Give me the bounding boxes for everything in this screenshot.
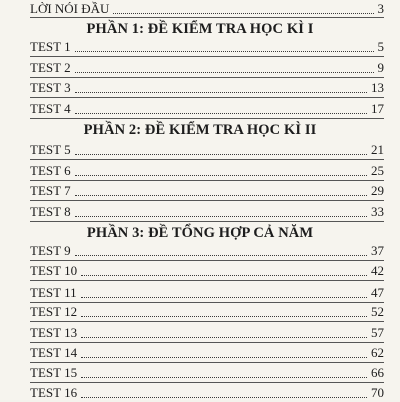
dot-leader — [75, 91, 367, 93]
toc-entry-label: TEST 14 — [30, 345, 78, 360]
dot-leader — [81, 274, 367, 276]
toc-entry-page: 29 — [371, 183, 384, 198]
toc-entry-label: TEST 11 — [30, 285, 77, 300]
entry-underline — [30, 56, 384, 57]
dot-leader — [81, 296, 367, 298]
entry-underline — [30, 200, 384, 201]
toc-entry[interactable] — [30, 344, 384, 362]
toc-entry-page: 47 — [371, 285, 384, 300]
dot-leader — [81, 315, 367, 317]
toc-entry-preface[interactable] — [30, 0, 384, 18]
section-heading-2: PHẦN 2: ĐỀ KIỂM TRA HỌC KÌ II — [83, 122, 317, 138]
dot-leader — [81, 376, 367, 378]
toc-entry-label: TEST 6 — [30, 163, 71, 178]
toc-entry[interactable] — [30, 100, 384, 118]
toc-entry-label: TEST 10 — [30, 263, 78, 278]
toc-entry[interactable] — [30, 364, 384, 382]
toc-entry[interactable] — [30, 38, 384, 56]
entry-underline — [30, 382, 384, 383]
toc-entry[interactable] — [30, 162, 384, 180]
toc-entry[interactable] — [30, 284, 384, 302]
entry-underline — [30, 180, 384, 181]
toc-entry-page: 66 — [371, 365, 384, 380]
toc-entry-label: LỜI NÓI ĐẦU — [30, 1, 110, 16]
toc-entry-label: TEST 15 — [30, 365, 78, 380]
toc-entry-page: 52 — [371, 304, 384, 319]
toc-entry-page: 5 — [377, 39, 384, 54]
dot-leader — [75, 50, 374, 52]
toc-entry-page: 21 — [371, 142, 384, 157]
toc-entry[interactable] — [30, 262, 384, 280]
toc-entry-page: 57 — [371, 325, 384, 340]
entry-underline — [30, 342, 384, 343]
toc-entry-page: 13 — [371, 80, 384, 95]
toc-entry-label: TEST 3 — [30, 80, 71, 95]
toc-entry[interactable] — [30, 182, 384, 200]
toc-entry[interactable] — [30, 59, 384, 77]
dot-leader — [75, 254, 367, 256]
entry-underline — [30, 159, 384, 160]
toc-entry[interactable] — [30, 141, 384, 159]
dot-leader — [75, 112, 367, 114]
toc-entry[interactable] — [30, 303, 384, 321]
entry-underline — [30, 77, 384, 78]
entry-underline — [30, 97, 384, 98]
dot-leader — [81, 396, 367, 398]
toc-entry-label: TEST 13 — [30, 325, 78, 340]
entry-underline — [30, 321, 384, 322]
toc-entry[interactable] — [30, 79, 384, 97]
dot-leader — [81, 336, 367, 338]
toc-entry-page: 42 — [371, 263, 384, 278]
toc-entry-page: 3 — [377, 1, 384, 16]
toc-entry-label: TEST 1 — [30, 39, 71, 54]
toc-entry-label: TEST 8 — [30, 204, 71, 219]
dot-leader — [75, 215, 367, 217]
toc-entry[interactable] — [30, 242, 384, 260]
entry-underline — [30, 17, 384, 18]
toc-entry-page: 17 — [371, 101, 384, 116]
toc-entry-label: TEST 2 — [30, 60, 71, 75]
entry-underline — [30, 362, 384, 363]
entry-underline — [30, 260, 384, 261]
toc-entry[interactable] — [30, 384, 384, 402]
toc-entry-page: 37 — [371, 243, 384, 258]
toc-entry-label: TEST 9 — [30, 243, 71, 258]
dot-leader — [75, 153, 367, 155]
toc-entry-label: TEST 7 — [30, 183, 71, 198]
dot-leader — [75, 194, 367, 196]
dot-leader — [75, 71, 374, 73]
section-heading-3: PHẦN 3: ĐỀ TỔNG HỢP CẢ NĂM — [86, 225, 314, 241]
toc-entry-page: 62 — [371, 345, 384, 360]
dot-leader — [113, 12, 373, 14]
dot-leader — [81, 356, 367, 358]
toc-entry-label: TEST 5 — [30, 142, 71, 157]
section-heading-1: PHẦN 1: ĐỀ KIỂM TRA HỌC KÌ I — [86, 21, 314, 37]
toc-entry-page: 9 — [377, 60, 384, 75]
toc-entry-page: 25 — [371, 163, 384, 178]
toc-entry-page: 33 — [371, 204, 384, 219]
dot-leader — [75, 174, 367, 176]
entry-underline — [30, 280, 384, 281]
toc-entry[interactable] — [30, 324, 384, 342]
toc-entry-page: 70 — [371, 385, 384, 400]
toc-entry[interactable] — [30, 203, 384, 221]
entry-underline — [30, 118, 384, 119]
toc-entry-label: TEST 4 — [30, 101, 71, 116]
toc-entry-label: TEST 16 — [30, 385, 78, 400]
toc-entry-label: TEST 12 — [30, 304, 78, 319]
entry-underline — [30, 221, 384, 222]
